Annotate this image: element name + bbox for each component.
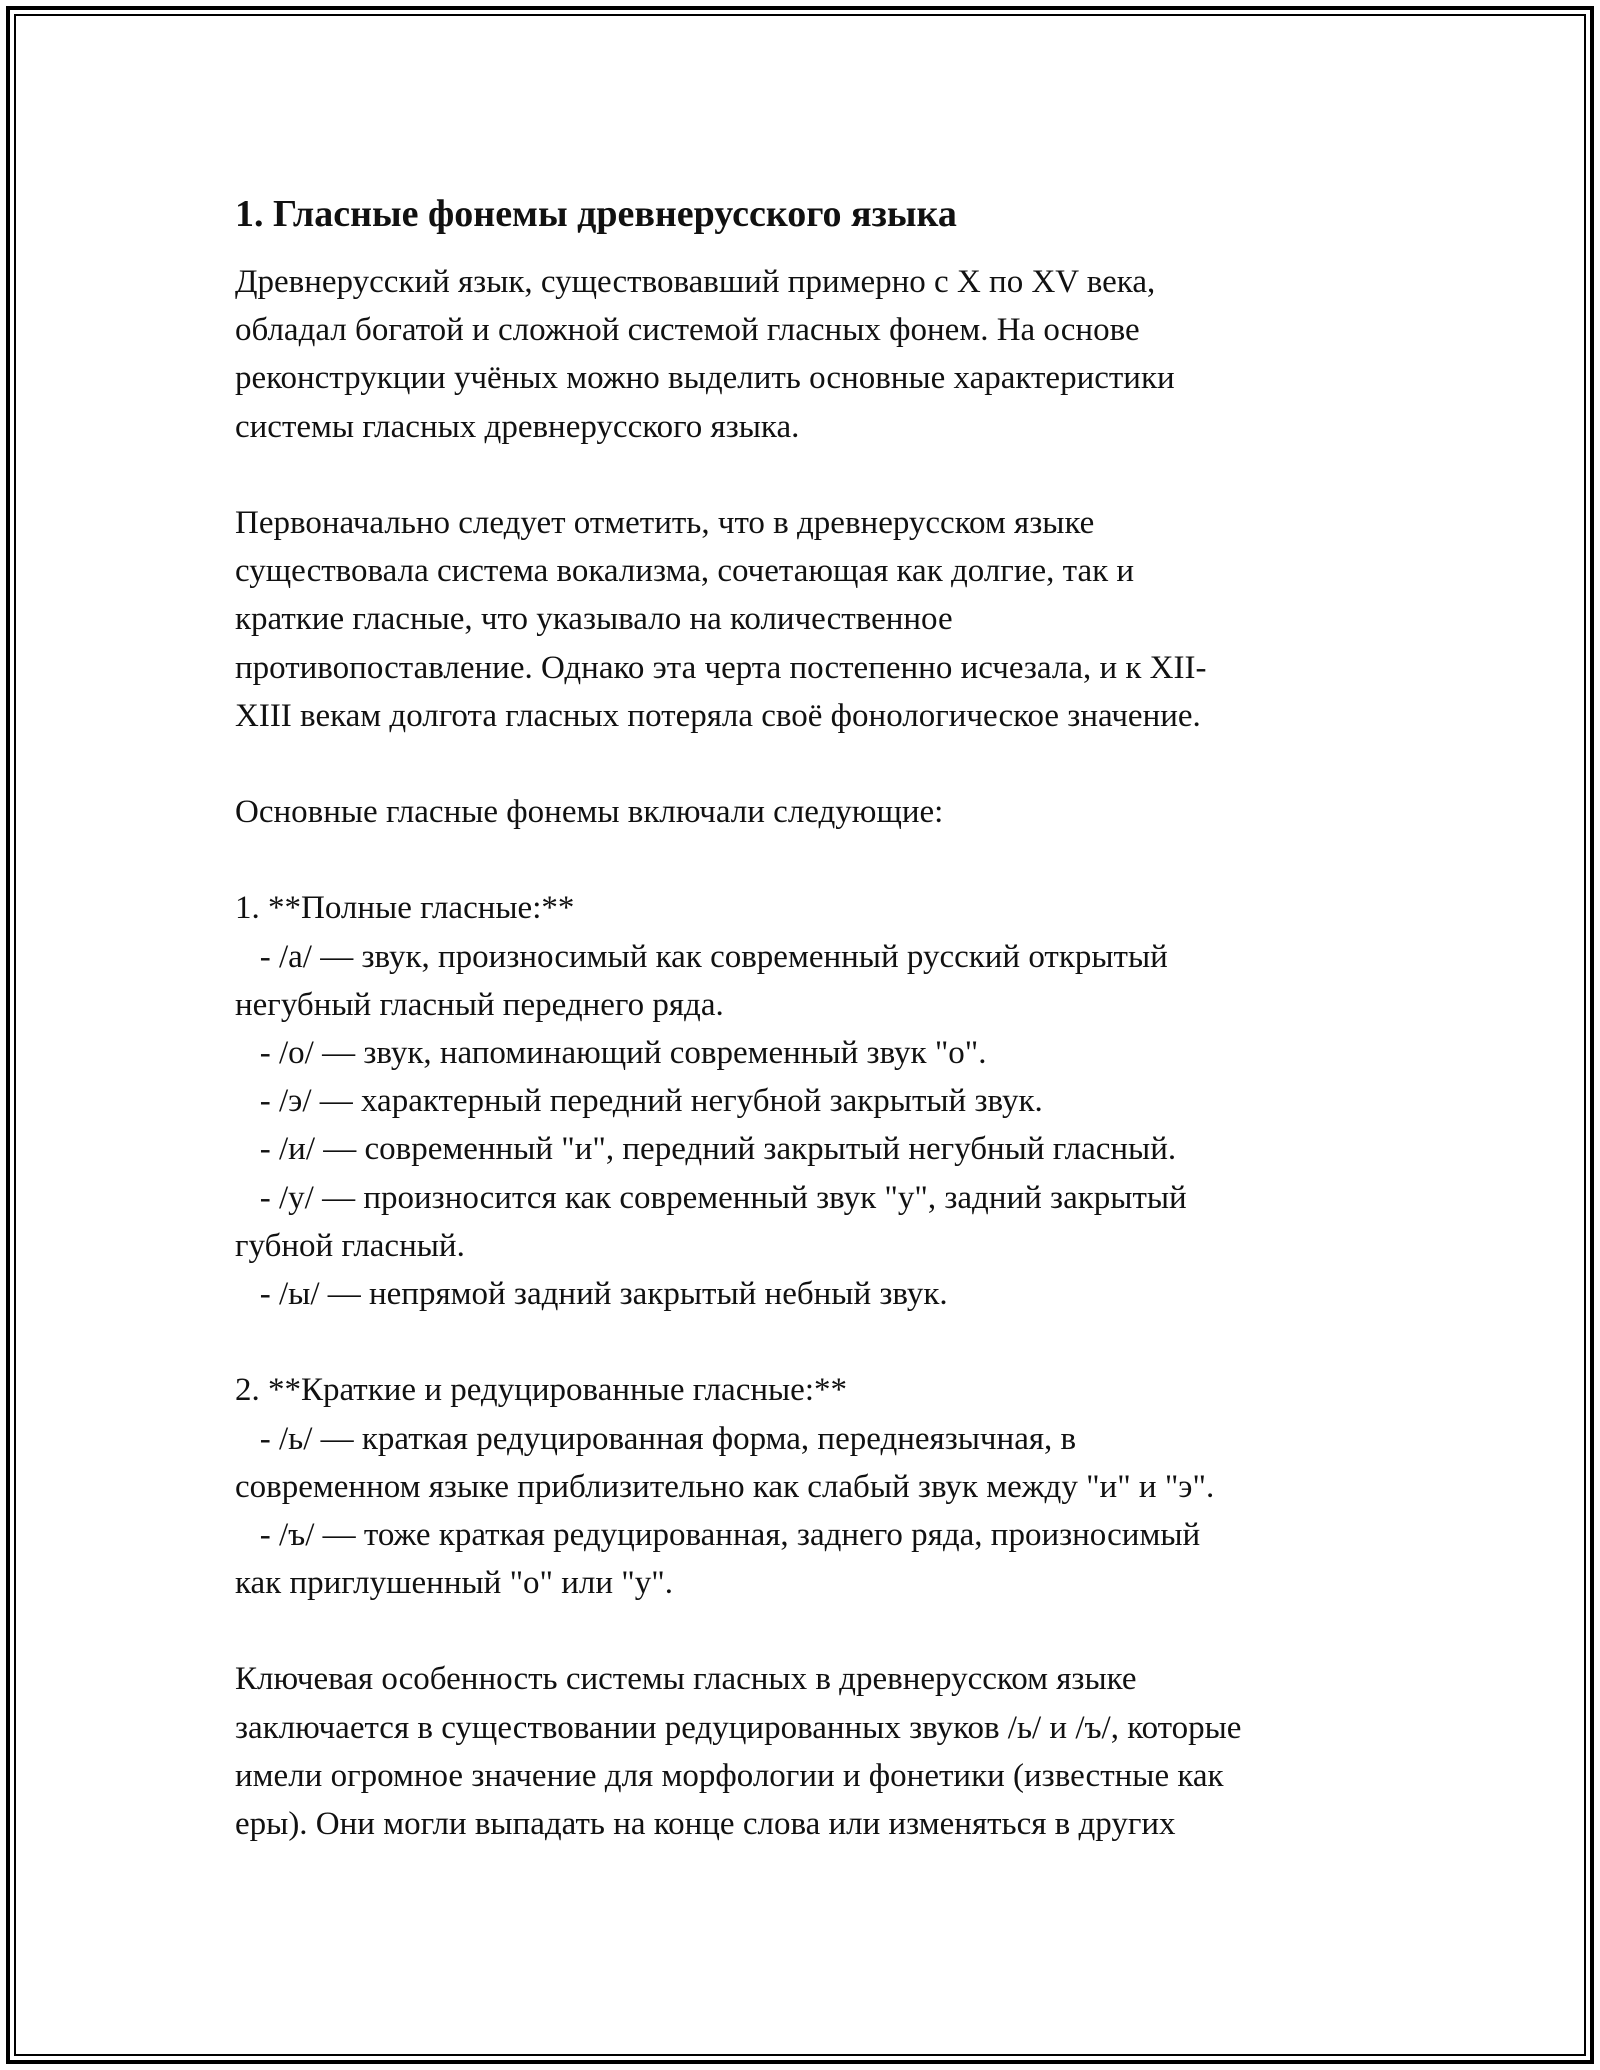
text-line: Основные гласные фонемы включали следующие: (235, 794, 944, 831)
paragraph-intro (235, 258, 1415, 451)
paragraph-gap (235, 836, 1415, 884)
list-item-continuation: негубный гласный переднего ряда. (235, 986, 724, 1023)
list-item: - /и/ — современный "и", передний закрытый негубный гласный. (235, 1131, 1177, 1168)
paragraph-key-feature (235, 1655, 1415, 1848)
list-item: - /ь/ — краткая редуцированная форма, переднеязычная, в (235, 1420, 1077, 1457)
paragraph-vocalism (235, 499, 1415, 740)
paragraph-gap (235, 1607, 1415, 1655)
text-line: Древнерусский язык, существовавший примерно с X по XV века, (235, 264, 1156, 300)
text-line: существовала система вокализма, сочетающая как долгие, так и (235, 553, 1135, 590)
document-page (235, 188, 1415, 1848)
list-item-continuation: современном языке приблизительно как слабый звук между "и" и "э". (235, 1468, 1215, 1505)
text-line: еры). Они могли выпадать на конце слова или изменяться в других (235, 1806, 1176, 1842)
text-line: заключается в существовании редуцированных звуков /ь/ и /ъ/, которые (235, 1709, 1242, 1746)
list-reduced-vowels (235, 1366, 1415, 1607)
text-line: имели огромное значение для морфологии и фонетики (известные как (235, 1757, 1224, 1794)
list-heading: 1. **Полные гласные:** (235, 890, 575, 927)
text-line: Ключевая особенность системы гласных в древнерусском языке (235, 1661, 1137, 1698)
text-line: обладал богатой и сложной системой гласных фонем. На основе (235, 312, 1140, 349)
list-item: - /у/ — произносится как современный звук "у", задний закрытый (235, 1179, 1187, 1216)
list-item: - /ы/ — непрямой задний закрытый небный звук. (235, 1275, 948, 1312)
list-heading: 2. **Краткие и редуцированные гласные:** (235, 1372, 847, 1409)
list-full-vowels (235, 884, 1415, 1318)
list-item: - /э/ — характерный передний негубной закрытый звук. (235, 1083, 1043, 1120)
text-line: противопоставление. Однако эта черта постепенно исчезала, и к XII- (235, 649, 1207, 686)
text-line: краткие гласные, что указывало на количественное (235, 601, 953, 638)
section-heading: 1. Гласные фонемы древнерусского языка (235, 193, 957, 235)
paragraph-gap (235, 451, 1415, 499)
list-item-continuation: как приглушенный "о" или "у". (235, 1565, 673, 1602)
paragraph-list-intro (235, 788, 1415, 836)
list-item: - /о/ — звук, напоминающий современный звук "о". (235, 1035, 987, 1071)
paragraph-gap (235, 740, 1415, 788)
text-line: XIII векам долгота гласных потеряла своё фонологическое значение. (235, 697, 1201, 734)
list-item: - /а/ — звук, произносимый как современный русский открытый (235, 938, 1168, 975)
paragraph-gap (235, 1318, 1415, 1366)
text-line: реконструкции учёных можно выделить основные характеристики (235, 360, 1175, 397)
list-item-continuation: губной гласный. (235, 1227, 465, 1264)
list-item: - /ъ/ — тоже краткая редуцированная, заднего ряда, произносимый (235, 1516, 1201, 1553)
text-line: системы гласных древнерусского языка. (235, 408, 800, 445)
text-line: Первоначально следует отметить, что в древнерусском языке (235, 504, 1095, 541)
